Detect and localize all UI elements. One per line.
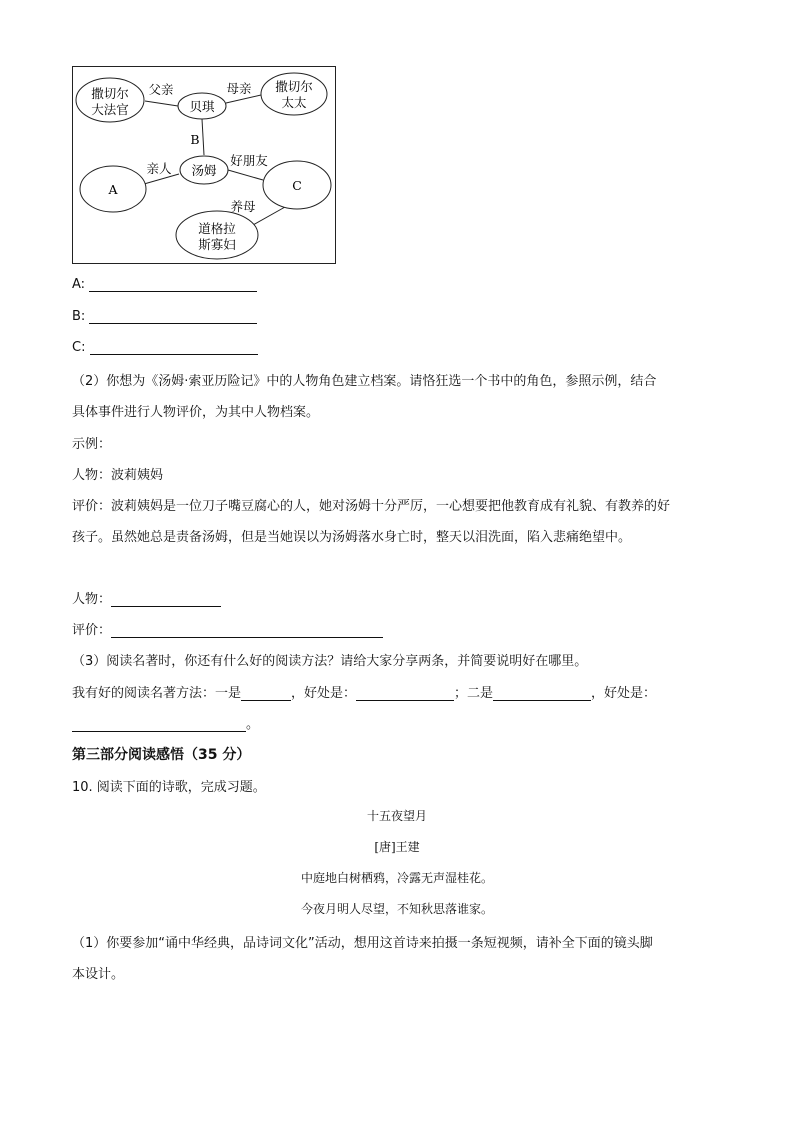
q3-method2-label: ；二是 (454, 686, 494, 701)
node-widow-label-1: 道格拉 (198, 221, 236, 236)
poem-line-2: 今夜月明人尽望，不知秋思落谁家。 (300, 902, 493, 916)
q2-eval-label: 评价： (72, 623, 112, 638)
q3-benefit2-label: ，好处是： (591, 686, 657, 701)
character-relationship-diagram (72, 66, 336, 264)
q3-line-1: （3）阅读名著时，你还有什么好的阅读方法？请给大家分享两条，并简要说明好在哪里。 (72, 654, 588, 669)
q3-benefit2-blank[interactable] (72, 717, 246, 732)
answer-b-blank[interactable] (89, 309, 257, 324)
edge-foster-label: 养母 (230, 199, 256, 214)
q2-example-eval-1: 评价：波莉姨妈是一位刀子嘴豆腐心的人，她对汤姆十分严厉，一心想要把他教育成有礼貌、有教养的好 (72, 499, 671, 514)
edge-relative-label: 亲人 (146, 161, 172, 176)
q2-example-eval-2: 孩子。虽然她总是责备汤姆，但是当她误以为汤姆落水身亡时，整天以泪洗面，陷入悲痛绝望中。 (72, 530, 632, 545)
q3-method2-blank[interactable] (493, 686, 591, 701)
q3-benefit1-blank[interactable] (356, 686, 454, 701)
node-tom-label: 汤姆 (191, 163, 217, 178)
q3-line-3 (72, 713, 259, 732)
q3-method1-label: 我有好的阅读名著方法：一是 (72, 686, 242, 701)
q3-benefit1-label: ，好处是： (291, 686, 357, 701)
edge-judge-becky (145, 101, 178, 106)
q10-1-line-1: （1）你要参加“诵中华经典，品诗词文化”活动，想用这首诗来拍摄一条短视频，请补全下面的镜头脚 (72, 936, 653, 951)
answer-c-label: C: (72, 340, 86, 355)
q2-eval-row (72, 619, 383, 638)
diagram-canvas (73, 67, 335, 263)
node-mrs-label-1: 撒切尔 (275, 79, 313, 94)
node-mrs-label-2: 太太 (281, 95, 307, 110)
answer-b-label: B: (72, 309, 86, 324)
q3-line-end: 。 (246, 717, 260, 732)
answer-a-label: A: (72, 277, 86, 292)
q2-person-blank[interactable] (111, 592, 221, 607)
answer-c-blank[interactable] (90, 340, 258, 355)
q2-example-label: 示例： (72, 437, 112, 452)
edge-tom-c (228, 170, 263, 180)
edge-mother-label: 母亲 (226, 81, 252, 96)
edge-becky-mrs (226, 95, 261, 103)
q2-eval-blank[interactable] (111, 623, 383, 638)
node-widow-label-2: 斯寡妇 (198, 237, 236, 252)
edge-c-widow (253, 207, 285, 225)
q2-line-2: 具体事件进行人物评价，为其中人物档案。 (72, 405, 320, 420)
edge-father-label: 父亲 (148, 82, 174, 97)
node-a-label: A (108, 182, 118, 197)
poem-author: [唐]王建 (374, 840, 420, 854)
q10-intro: 10. 阅读下面的诗歌，完成习题。 (72, 780, 266, 795)
answer-a-blank[interactable] (89, 277, 257, 292)
q3-method1-blank[interactable] (241, 686, 291, 701)
q2-example-person: 人物：波莉姨妈 (72, 468, 164, 483)
poem-line-1: 中庭地白树栖鸦，冷露无声湿桂花。 (300, 871, 493, 885)
answer-c-row (72, 340, 258, 355)
node-c-label: C (292, 178, 302, 193)
answer-b-row (72, 309, 257, 324)
q2-person-row (72, 588, 221, 607)
node-judge-label-2: 大法官 (91, 102, 129, 117)
poem-title: 十五夜望月 (366, 809, 427, 823)
q2-line-1: （2）你想为《汤姆·索亚历险记》中的人物角色建立档案。请恪狂选一个书中的角色，参照示例，结合 (72, 374, 657, 389)
edge-becky-tom (202, 119, 204, 155)
node-becky-label: 贝琪 (189, 99, 215, 114)
answer-a-row (72, 277, 257, 292)
q3-line-2 (72, 682, 656, 701)
edge-b-label: B (190, 132, 200, 147)
q2-person-label: 人物： (72, 592, 112, 607)
section3-heading: 第三部分阅读感悟（35 分） (72, 747, 251, 763)
q10-1-line-2: 本设计。 (72, 967, 125, 982)
node-judge-label-1: 撒切尔 (91, 86, 129, 101)
edge-friend-label: 好朋友 (230, 153, 268, 168)
